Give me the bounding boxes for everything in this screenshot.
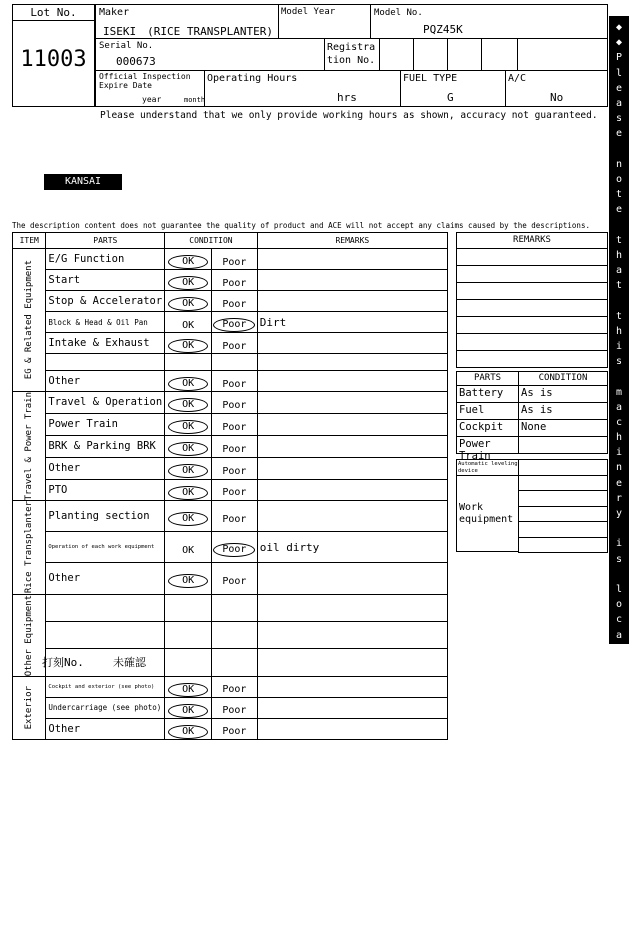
work-equipment-label: Work equipment	[459, 502, 514, 525]
poor-cell	[212, 501, 258, 532]
remark-cell	[257, 718, 447, 739]
remark-cell	[257, 563, 447, 594]
side-notice-char: l	[615, 67, 623, 79]
remark-cell	[257, 333, 447, 354]
item-group-label: EG & Related Equipment	[24, 260, 35, 380]
side-notice-char: n	[615, 720, 623, 732]
side-notice-char: ◆	[615, 933, 623, 945]
ok-circled: OK	[168, 297, 208, 311]
remark-cell	[257, 371, 447, 392]
side-notice-char	[609, 734, 629, 749]
ok-circled: OK	[168, 464, 208, 478]
part-cell: Cockpit and exterior (see photo)	[46, 676, 165, 697]
poor-option: Poor	[222, 684, 247, 696]
side-notice-char: n	[615, 462, 623, 474]
ok-circled: OK	[168, 683, 208, 697]
right-remarks-row	[456, 248, 608, 266]
side-notice-char: l	[615, 583, 623, 595]
right-part-cell: Battery	[456, 385, 519, 403]
poor-option: Poor	[222, 256, 247, 268]
poor-option: Poor	[222, 705, 247, 717]
lot-box	[12, 4, 95, 107]
lot-number: 11003	[20, 47, 87, 72]
part-cell: Planting section	[46, 501, 165, 532]
ok-cell	[165, 333, 212, 354]
side-notice-char: h	[615, 325, 623, 337]
poor-option: Poor	[222, 378, 247, 390]
fuel-label: FUEL TYPE	[403, 73, 458, 84]
ok-circled: OK	[168, 420, 208, 434]
inspection-label: Official Inspection Expire Date	[99, 72, 191, 90]
side-notice-char	[609, 369, 629, 384]
table-row	[13, 479, 448, 501]
ok-cell	[165, 479, 212, 501]
poor-cell	[212, 333, 258, 354]
side-notice-char: c	[615, 614, 623, 626]
poor-cell	[212, 354, 258, 371]
side-notice-char: e	[615, 128, 623, 140]
part-cell	[46, 621, 165, 648]
poor-cell	[212, 270, 258, 291]
side-notice-char: i	[615, 447, 623, 459]
ok-circled: OK	[168, 442, 208, 456]
part-cell: Other	[46, 457, 165, 479]
right-condition-head	[518, 371, 608, 386]
model-no-label: Model No.	[374, 8, 423, 18]
model-year-cell	[278, 4, 371, 39]
poor-option: Poor	[222, 465, 247, 477]
poor-option: Poor	[222, 513, 247, 525]
remark-cell	[257, 501, 447, 532]
model-no-value: PQZ45K	[423, 23, 463, 36]
ok-circled: OK	[168, 276, 208, 290]
side-notice-char: r	[615, 492, 623, 504]
side-notice-char	[609, 567, 629, 582]
table-row	[13, 563, 448, 594]
hours-notice: Please understand that we only provide working hours as shown, accuracy not guaranteed.	[100, 110, 598, 121]
work-equipment-row	[518, 490, 608, 506]
item-group-label: Rice Transplanter	[24, 501, 35, 594]
ok-cell	[165, 291, 212, 312]
maker-label: Maker	[99, 7, 130, 18]
right-condition-cell: None	[518, 419, 608, 437]
remark-cell	[257, 649, 447, 676]
side-notice-char: h	[615, 432, 623, 444]
side-notice-char: i	[615, 340, 623, 352]
registration-box-2	[413, 38, 448, 71]
model-year-label: Model Year	[281, 7, 336, 17]
part-cell: Undercarriage (see photo)	[46, 697, 165, 718]
poor-cell	[212, 594, 258, 621]
remark-cell	[257, 435, 447, 457]
hours-label: Operating Hours	[207, 73, 298, 84]
head-condition: CONDITION	[165, 233, 258, 249]
part-cell: Other	[46, 371, 165, 392]
side-notice-char: t	[615, 234, 623, 246]
table-row	[13, 532, 448, 563]
remark-cell	[257, 291, 447, 312]
side-notice-char: t	[615, 280, 623, 292]
part-cell: Block & Head & Oil Pan	[46, 312, 165, 333]
side-notice-char: e	[615, 82, 623, 94]
table-row	[13, 371, 448, 392]
side-notice-char: d	[615, 675, 623, 687]
side-notice-char: a	[615, 629, 623, 641]
work-equipment-cell	[456, 475, 519, 552]
ok-cell	[165, 532, 212, 563]
side-notice-char	[609, 293, 629, 308]
table-row	[13, 594, 448, 621]
side-notice-char: h	[615, 249, 623, 261]
part-cell: PTO	[46, 479, 165, 501]
remark-cell	[257, 413, 447, 435]
right-condition-cell: As is	[518, 385, 608, 403]
ok-cell	[165, 270, 212, 291]
right-condition-cell: As is	[518, 402, 608, 420]
table-row	[13, 249, 448, 270]
side-notice-char: d	[615, 902, 623, 914]
ok-cell	[165, 392, 212, 414]
remark-cell: oil dirty	[257, 532, 447, 563]
fuel-cell	[400, 70, 506, 107]
ok-circled: OK	[168, 512, 208, 526]
poor-cell	[212, 676, 258, 697]
registration-box-1	[379, 38, 414, 71]
remark-cell	[257, 392, 447, 414]
part-cell: Power Train	[46, 413, 165, 435]
part-cell: BRK & Parking BRK	[46, 435, 165, 457]
poor-option: Poor	[222, 575, 247, 587]
poor-option: Poor	[222, 298, 247, 310]
poor-cell	[212, 312, 258, 333]
side-notice-char: Y	[615, 857, 623, 869]
right-remarks-row	[456, 299, 608, 317]
serial-value: 000673	[116, 55, 156, 68]
ok-cell	[165, 354, 212, 371]
remark-cell	[257, 354, 447, 371]
poor-circled: Poor	[213, 318, 255, 332]
side-notice-char: t	[615, 644, 623, 656]
remark-cell	[257, 697, 447, 718]
ok-cell	[165, 676, 212, 697]
side-notice-char: i	[615, 705, 623, 717]
right-remarks-row	[456, 333, 608, 351]
side-notice-char: o	[615, 173, 623, 185]
registration-box-3	[447, 38, 482, 71]
ok-cell	[165, 697, 212, 718]
table-header-row	[13, 233, 448, 249]
side-notice-char: s	[615, 356, 623, 368]
right-condition-cell	[518, 436, 608, 454]
ac-value: No	[550, 91, 564, 104]
poor-cell	[212, 697, 258, 718]
remark-cell	[257, 594, 447, 621]
side-notice-char: a	[615, 811, 623, 823]
right-remarks-row	[456, 350, 608, 368]
head-remarks: REMARKS	[257, 233, 447, 249]
poor-cell	[212, 532, 258, 563]
side-notice-char: i	[615, 538, 623, 550]
poor-cell	[212, 457, 258, 479]
side-notice-char: n	[615, 158, 623, 170]
side-notice-char: t	[615, 189, 623, 201]
ok-cell	[165, 563, 212, 594]
poor-option: Poor	[222, 399, 247, 411]
table-row	[13, 354, 448, 371]
ok-cell	[165, 249, 212, 270]
work-equipment-row	[518, 506, 608, 522]
part-cell: Start	[46, 270, 165, 291]
side-notice-char: a	[615, 401, 623, 413]
right-remarks-head-label: REMARKS	[513, 235, 551, 245]
registration-box-5	[517, 38, 608, 71]
ok-circled: OK	[168, 398, 208, 412]
stamp-label: 打刻No.	[42, 656, 84, 669]
table-row	[13, 312, 448, 333]
ok-circled: OK	[168, 339, 208, 353]
side-notice-char: i	[615, 826, 623, 838]
table-row	[13, 501, 448, 532]
ac-cell	[505, 70, 608, 107]
item-group-label: Other Equipment	[24, 594, 35, 676]
right-remarks-row	[456, 265, 608, 283]
side-notice-char: y	[615, 508, 623, 519]
registration-label: Registration No.	[327, 42, 376, 66]
ok-circled: OK	[168, 486, 208, 500]
poor-cell	[212, 479, 258, 501]
auto-level-cell	[456, 459, 519, 476]
side-notice-char: a	[615, 265, 623, 276]
serial-cell	[95, 38, 325, 71]
poor-cell	[212, 563, 258, 594]
part-cell	[46, 354, 165, 371]
hours-cell	[204, 70, 401, 107]
right-part-cell: Fuel	[456, 402, 519, 420]
poor-option: Poor	[222, 277, 247, 289]
item-group-cell	[13, 249, 46, 392]
serial-label: Serial No.	[99, 41, 154, 51]
item-group-label: Exterior	[24, 686, 35, 730]
side-notice-char: e	[615, 204, 623, 216]
table-row	[13, 676, 448, 697]
ok-cell	[165, 621, 212, 648]
part-cell: Intake & Exhaust	[46, 333, 165, 354]
side-notice-char	[609, 688, 629, 703]
poor-cell	[212, 621, 258, 648]
remark-cell	[257, 621, 447, 648]
region-badge: KANSAI	[44, 174, 122, 190]
remark-cell: Dirt	[257, 312, 447, 333]
poor-cell	[212, 249, 258, 270]
table-row	[13, 413, 448, 435]
remark-cell	[257, 676, 447, 697]
ok-cell	[165, 457, 212, 479]
ok-option: OK	[182, 544, 195, 556]
item-group-cell	[13, 676, 46, 739]
poor-cell	[212, 435, 258, 457]
side-notice-bar	[609, 16, 629, 945]
side-notice-char: ◆	[615, 37, 623, 49]
right-parts-head	[456, 371, 519, 386]
side-notice-char: s	[615, 796, 623, 808]
work-equipment-row	[518, 537, 608, 553]
side-notice	[609, 16, 629, 946]
poor-circled: Poor	[213, 543, 255, 557]
table-row	[13, 270, 448, 291]
part-cell: Operation of each work equipment	[46, 532, 165, 563]
item-group-cell	[13, 501, 46, 594]
remark-cell	[257, 270, 447, 291]
poor-cell	[212, 413, 258, 435]
table-row	[13, 697, 448, 718]
remark-cell	[257, 249, 447, 270]
side-notice-char: e	[615, 477, 623, 489]
year-label: year	[142, 95, 162, 104]
ok-cell	[165, 594, 212, 621]
part-cell: Stop & Accelerator	[46, 291, 165, 312]
ok-circled: OK	[168, 574, 208, 588]
ok-circled: OK	[168, 704, 208, 718]
poor-cell	[212, 371, 258, 392]
inspection-cell	[95, 70, 205, 107]
item-group-label: Travel & Power Train	[24, 392, 35, 501]
auto-level-value	[518, 459, 608, 476]
ac-label: A/C	[508, 73, 527, 84]
head-parts: PARTS	[46, 233, 165, 249]
poor-option: Poor	[222, 443, 247, 455]
side-notice-char: o	[615, 599, 623, 611]
poor-option: Poor	[222, 340, 247, 352]
item-group-cell	[13, 594, 46, 676]
side-notice-char: ◆	[615, 918, 623, 930]
ok-circled: OK	[168, 255, 208, 269]
side-notice-char: ◆	[615, 22, 623, 33]
side-notice-char: c	[615, 416, 623, 428]
registration-box-4	[481, 38, 518, 71]
side-notice-char: s	[615, 113, 623, 125]
item-group-cell	[13, 392, 46, 501]
fuel-value: G	[447, 91, 454, 104]
hours-unit: hrs	[337, 91, 357, 104]
model-no-cell	[370, 4, 608, 39]
auto-level-label: Automatic leveling device	[458, 461, 518, 474]
maker-value: ISEKI (RICE TRANSPLANTER)	[103, 25, 273, 38]
ok-cell	[165, 718, 212, 739]
ok-circled: OK	[168, 725, 208, 739]
month-label: month	[184, 96, 206, 104]
stamp-value: 未確認	[113, 656, 146, 669]
side-notice-char: n	[615, 781, 623, 793]
part-cell: Travel & Operation	[46, 392, 165, 414]
table-row	[13, 718, 448, 739]
maker-cell	[95, 4, 279, 39]
poor-option: Poor	[222, 421, 247, 433]
side-notice-char: e	[615, 659, 623, 671]
side-notice-char: m	[615, 386, 623, 398]
side-notice-char: r	[615, 887, 623, 899]
poor-cell	[212, 392, 258, 414]
ok-option: OK	[182, 319, 195, 331]
side-notice-char: P	[615, 52, 623, 64]
poor-option: Poor	[222, 726, 247, 738]
poor-cell	[212, 291, 258, 312]
ok-cell	[165, 501, 212, 532]
right-remarks-row	[456, 316, 608, 334]
side-notice-char	[609, 521, 629, 536]
side-notice-char: a	[615, 766, 623, 778]
side-notice-char: t	[615, 310, 623, 322]
head-item: ITEM	[13, 233, 46, 249]
side-notice-char	[609, 217, 629, 232]
side-notice-char: a	[615, 97, 623, 109]
ok-circled: OK	[168, 377, 208, 391]
side-notice-char: s	[615, 553, 623, 565]
work-equipment-row	[518, 521, 608, 537]
ok-cell	[165, 371, 212, 392]
right-parts-head-label: PARTS	[473, 373, 502, 383]
part-cell: Other	[46, 718, 165, 739]
table-row	[13, 457, 448, 479]
table-row	[13, 435, 448, 457]
right-condition-head-label: CONDITION	[538, 373, 588, 383]
ok-cell	[165, 649, 212, 676]
table-row	[13, 621, 448, 648]
table-row	[13, 392, 448, 414]
right-remarks-row	[456, 282, 608, 300]
side-notice-char: K	[615, 751, 623, 762]
side-notice-char	[609, 840, 629, 855]
poor-cell	[212, 718, 258, 739]
work-equipment-row	[518, 475, 608, 491]
remark-cell	[257, 457, 447, 479]
poor-option: Poor	[222, 487, 247, 499]
ok-cell	[165, 413, 212, 435]
right-remarks-head	[456, 232, 608, 249]
right-part-cell: Power Train	[456, 436, 519, 454]
ok-cell	[165, 312, 212, 333]
lot-label: Lot No.	[13, 5, 94, 21]
poor-cell	[212, 649, 258, 676]
part-cell: E/G Function	[46, 249, 165, 270]
remark-cell	[257, 479, 447, 501]
disclaimer: The description content does not guarantee the quality of product and ACE will not accept any claims caused by the descriptions.	[12, 221, 590, 230]
table-row	[13, 333, 448, 354]
part-cell	[46, 594, 165, 621]
side-notice-char	[609, 142, 629, 157]
part-cell: Other	[46, 563, 165, 594]
registration-cell	[324, 38, 380, 71]
side-notice-char: a	[615, 872, 623, 884]
ok-cell	[165, 435, 212, 457]
table-row	[13, 291, 448, 312]
right-part-cell: Cockpit	[456, 419, 519, 437]
